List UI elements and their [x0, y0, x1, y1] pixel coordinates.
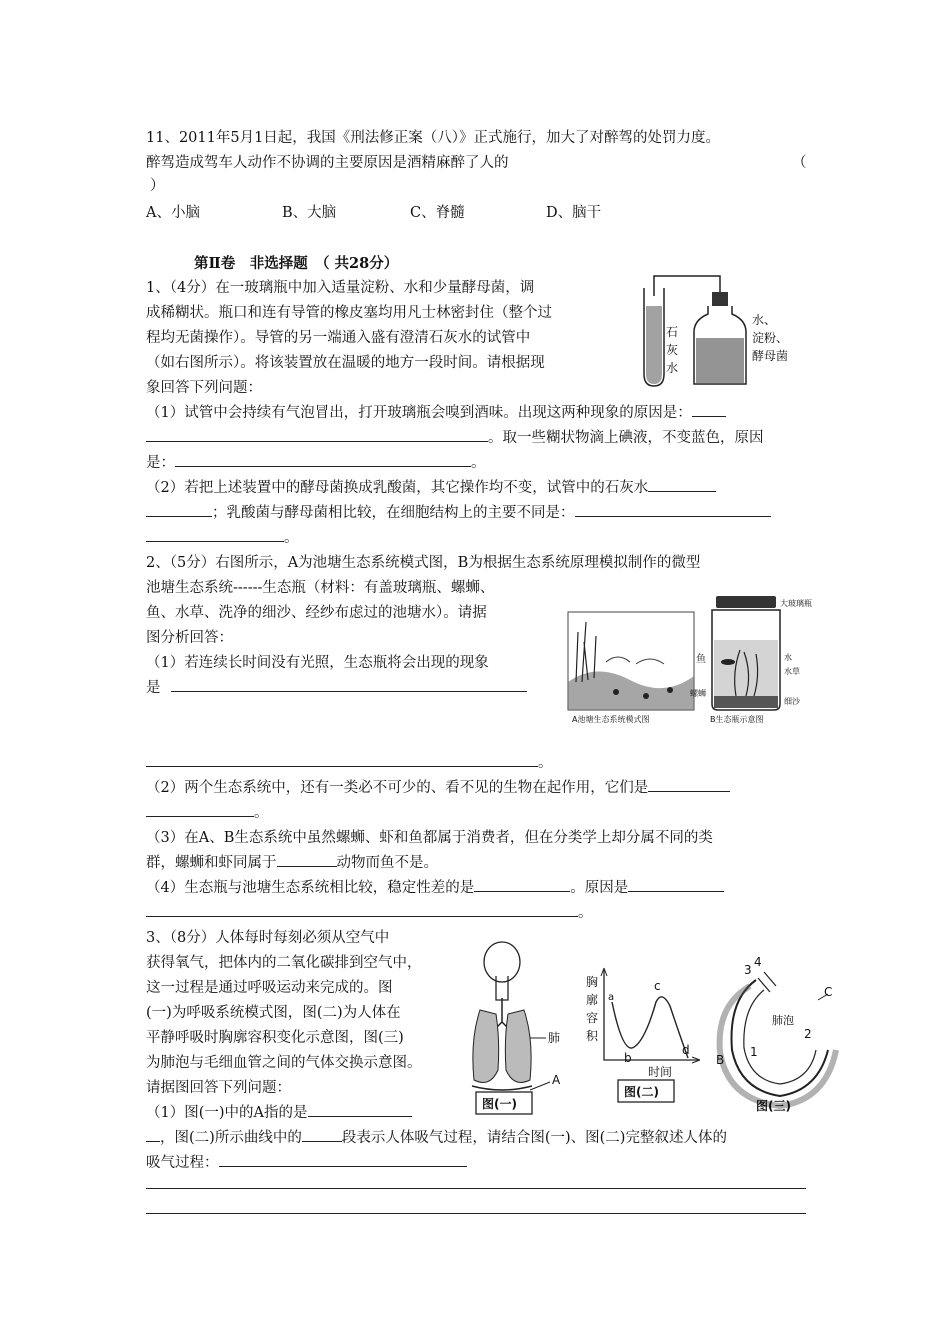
q1-line2: 成稀糊状。瓶口和连有导管的橡皮塞均用凡士林密封住（整个过 — [146, 305, 552, 321]
q3-sub1-a-text: （1）图(一)中的A指的是 — [146, 1105, 308, 1121]
q3-sub1-b — [146, 1126, 727, 1151]
bottle-label-3: 酵母菌 — [752, 349, 789, 363]
q1-sub2-a-text: （2）若把上述装置中的酵母菌换成乳酸菌，其它操作均不变，试管中的石灰水 — [146, 480, 649, 496]
q2-sub1-b — [146, 676, 527, 701]
fig2-ylabel-3: 容 — [586, 1011, 599, 1025]
fig2-ylabel-1: 胸 — [586, 975, 599, 989]
q2-sub3-c-text: 动物而鱼不是。 — [336, 855, 438, 871]
q1-sub2-b — [146, 501, 771, 526]
tube-label-1: 石 — [666, 325, 679, 339]
answer-line[interactable] — [146, 1188, 806, 1189]
fig1-lung-label: 肺 — [548, 1031, 561, 1045]
q11-option-a: A、小脑 — [146, 205, 200, 221]
fig2-a-label: a — [608, 992, 615, 1003]
q3-sub1-a — [146, 1101, 412, 1126]
fig3-b-label: B — [716, 1053, 725, 1067]
q2-sub2-end: 。 — [254, 805, 269, 821]
answer-blank[interactable] — [575, 502, 771, 517]
answer-blank[interactable] — [277, 852, 337, 867]
answer-blank[interactable] — [171, 677, 527, 692]
label-weed: 水草 — [784, 667, 800, 676]
respiration-figures — [466, 940, 840, 1116]
q2-sub3-b — [146, 851, 438, 876]
q2-sub4-b-line — [146, 901, 593, 926]
q2-sub4-b-text: 。原因是 — [570, 880, 629, 896]
q3-sub1-b-text: ，图(二)所示曲线中的 — [160, 1130, 302, 1146]
answer-blank[interactable] — [146, 427, 488, 442]
label-water: 水 — [784, 653, 792, 662]
answer-blank[interactable] — [146, 502, 212, 517]
q2-line1: 2、（5分）右图所示，A为池塘生态系统模式图，B为根据生态系统原理模拟制作的微型 — [146, 555, 701, 571]
answer-blank[interactable] — [648, 777, 730, 792]
q11-line2: 醉驾造成驾车人动作不协调的主要原因是酒精麻醉了人的 — [146, 155, 509, 171]
answer-blank[interactable] — [146, 752, 538, 767]
respiratory-system-diagram — [472, 942, 561, 1114]
tube-label-3: 水 — [666, 361, 679, 375]
fermentation-apparatus-figure — [636, 266, 806, 394]
q3-line3: 这一过程是通过呼吸运动来完成的。图 — [146, 980, 393, 996]
q1-line4: （如右图所示）。将该装置放在温暖的地方一段时间。请根据现 — [146, 355, 545, 371]
q2-sub1-c — [146, 751, 553, 776]
answer-blank[interactable] — [648, 477, 716, 492]
q2-sub3-a: （3）在A、B生态系统中虽然螺蛳、虾和鱼都属于消费者，但在分类学上却分属不同的类 — [146, 830, 713, 846]
fig3-caption: 图(三) — [756, 1099, 791, 1113]
q2-sub4-a — [146, 876, 724, 901]
label-fish: 鱼 — [696, 654, 706, 665]
tube-label-2: 灰 — [666, 343, 679, 357]
q2-sub1-a: （1）若连续长时间没有光照，生态瓶将会出现的现象 — [146, 655, 489, 671]
fig3-1-label: 1 — [750, 1045, 758, 1059]
q11-option-d: D、脑干 — [546, 205, 602, 221]
section-title: 第Ⅱ卷 非选择题 （ 共28分） — [194, 255, 399, 272]
fig2-caption: 图(二) — [624, 1085, 659, 1099]
q2-sub1-b-text: 是 — [146, 680, 161, 696]
fig2-xlabel: 时间 — [648, 1065, 673, 1079]
q1-sub2-b-text: ；乳酸菌与酵母菌相比较，在细胞结构上的主要不同是： — [212, 505, 575, 521]
q2-sub1-end: 。 — [538, 755, 553, 771]
q3-line2: 获得氧气，把体内的二氧化碳排到空气中， — [146, 955, 422, 971]
q1-sub1-b-text: 。取一些糊状物滴上碘液，不变蓝色，原因 — [488, 430, 764, 446]
q2-line2: 池塘生态系统------生态瓶（材料：有盖玻璃瓶、螺蛳、 — [146, 580, 495, 596]
q1-line1: 1、（4分）在一玻璃瓶中加入适量淀粉、水和少量酵母菌，调 — [146, 280, 535, 296]
fig2-d-label: d — [682, 1043, 690, 1057]
fig1-caption: 图(一) — [482, 1097, 517, 1111]
answer-blank[interactable] — [175, 452, 471, 467]
q1-sub1-a-text: （1）试管中会持续有气泡冒出，打开玻璃瓶会嗅到酒味。出现这两种现象的原因是： — [146, 405, 692, 421]
fig3-c-label: C — [824, 985, 833, 999]
q3-sub1-d-text: 吸气过程： — [146, 1155, 219, 1171]
q1-sub2-c — [146, 526, 299, 551]
answer-blank[interactable] — [474, 877, 570, 892]
chest-volume-chart — [586, 968, 700, 1102]
q1-sub1-c — [146, 451, 486, 476]
fig2-b-label: b — [624, 1051, 632, 1065]
q3-line1: 3、（8分）人体每时每刻必须从空气中 — [146, 930, 390, 946]
q3-line4: (一)为呼吸系统模式图，图(二)为人体在 — [146, 1005, 401, 1021]
q1-sub1-c-text: 是： — [146, 455, 175, 471]
answer-blank[interactable] — [146, 527, 284, 542]
q2-line3: 鱼、水草、洗净的细沙、经纱布虑过的池塘水）。请据 — [146, 605, 487, 621]
q3-sub1-c-text: 段表示人体吸气过程，请结合图(一)、图(二)完整叙述人体的 — [341, 1130, 727, 1146]
pond-ecosystem-figure — [566, 592, 812, 728]
bottle-label-1: 水、 — [752, 313, 777, 327]
answer-blank[interactable] — [146, 902, 578, 917]
q1-sub1-a — [146, 401, 726, 426]
answer-blank[interactable] — [308, 1102, 412, 1117]
q11-paren-close: ） — [150, 178, 165, 194]
q2-sub2-a-text: （2）两个生态系统中，还有一类必不可少的、看不见的生物在起作用，它们是 — [146, 780, 649, 796]
q2-line4: 图分析回答： — [146, 630, 233, 646]
q3-line6: 为肺泡与毛细血管之间的气体交换示意图。 — [146, 1055, 422, 1071]
q2-sub3-b-text: 群，螺蛳和虾同属于 — [146, 855, 277, 871]
q2-sub4-end: 。 — [578, 905, 593, 921]
q11-option-c: C、脊髓 — [410, 205, 465, 221]
fig1-a-label: A — [552, 1073, 561, 1087]
q2-sub2-a — [146, 776, 730, 801]
caption-b: B生态瓶示意图 — [710, 715, 764, 724]
fig2-ylabel-4: 积 — [586, 1029, 599, 1043]
fig3-alveolus-label: 肺泡 — [772, 1014, 794, 1027]
q2-sub2-b — [146, 801, 269, 826]
answer-blank[interactable] — [219, 1152, 467, 1167]
q3-sub1-d — [146, 1151, 467, 1176]
label-lid: 大玻璃瓶 — [780, 599, 812, 608]
alveolus-diagram — [716, 955, 836, 1113]
fig3-2-label: 2 — [804, 1027, 812, 1041]
fig2-ylabel-2: 廓 — [586, 993, 599, 1007]
q11-paren-open: （ — [792, 155, 807, 171]
q2-sub4-a-text: （4）生态瓶与池塘生态系统相比较，稳定性差的是 — [146, 880, 475, 896]
q1-sub2-a — [146, 476, 716, 501]
q11-option-b: B、大脑 — [282, 205, 337, 221]
answer-blank[interactable] — [302, 1127, 342, 1142]
answer-line[interactable] — [146, 1213, 806, 1214]
q1-line3: 程均无菌操作）。导管的另一端通入盛有澄清石灰水的试管中 — [146, 330, 531, 346]
caption-a: A池塘生态系统模式图 — [572, 715, 650, 724]
q3-line5: 平静呼吸时胸廓容积变化示意图，图(三) — [146, 1030, 404, 1046]
q1-sub1-end: 。 — [471, 455, 486, 471]
answer-blank[interactable] — [692, 402, 726, 417]
fig2-c-label: c — [654, 979, 661, 993]
label-snail: 螺蛳 — [690, 689, 706, 698]
q1-sub2-end: 。 — [284, 530, 299, 546]
q11-line1: 11、2011年5月1日起，我国《刑法修正案（八）》正式施行，加大了对醉驾的处罚力度。 — [146, 130, 721, 146]
q1-sub1-b — [146, 426, 764, 451]
q3-line7: 请据图回答下列问题： — [146, 1080, 291, 1096]
fig3-3-label: 3 — [744, 963, 752, 977]
answer-blank[interactable] — [628, 877, 724, 892]
answer-blank[interactable] — [146, 1127, 160, 1142]
fig3-4-label: 4 — [754, 955, 762, 969]
q1-line5: 象回答下列问题： — [146, 380, 262, 396]
answer-blank[interactable] — [146, 802, 254, 817]
bottle-label-2: 淀粉、 — [752, 331, 789, 345]
label-sand: 细沙 — [784, 697, 800, 706]
